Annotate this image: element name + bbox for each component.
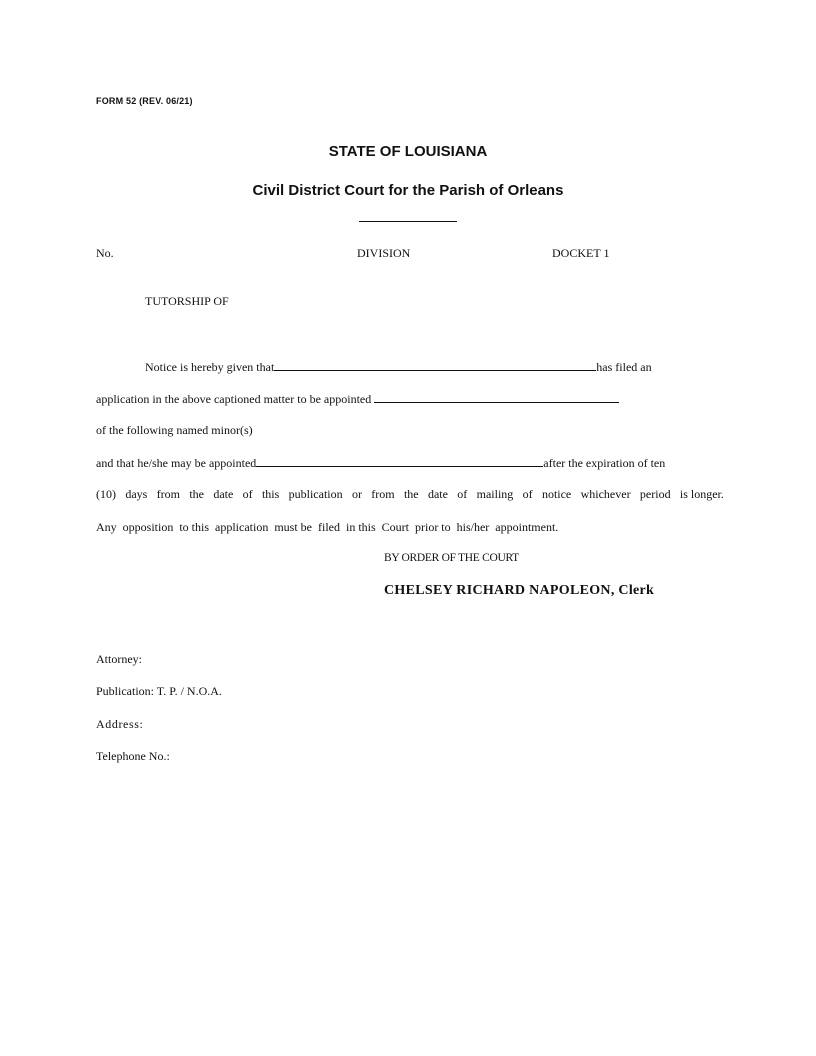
line-5-word: from bbox=[156, 487, 180, 501]
line-5-word: publication bbox=[288, 487, 343, 501]
notice-line-4-start: and that he/she may be appointed bbox=[96, 456, 257, 470]
form-code: FORM 52 (REV. 06/21) bbox=[96, 96, 193, 106]
docket-label: DOCKET 1 bbox=[552, 246, 610, 260]
court-heading: Civil District Court for the Parish of Orleans bbox=[252, 182, 564, 199]
publication-label: Publication: T. P. / N.O.A. bbox=[96, 684, 222, 698]
line-5-word: date bbox=[213, 487, 234, 501]
notice-line-3: of the following named minor(s) bbox=[96, 423, 253, 437]
line-5-word: whichever bbox=[580, 487, 631, 501]
line-5-word: mailing bbox=[476, 487, 514, 501]
notice-line-4-end: after the expiration of ten bbox=[543, 456, 666, 470]
line-5-word: of bbox=[522, 487, 533, 501]
telephone-label: Telephone No.: bbox=[96, 749, 170, 763]
appointee-blank[interactable] bbox=[256, 455, 543, 467]
line-5-word: from bbox=[371, 487, 395, 501]
notice-line-4 bbox=[96, 455, 665, 471]
state-heading: STATE OF LOUISIANA bbox=[328, 143, 488, 160]
division-label: DIVISION bbox=[357, 246, 411, 260]
line-5-word: (10) bbox=[96, 487, 116, 501]
line-5-word: notice bbox=[541, 487, 572, 501]
notice-line-2-start: application in the above captioned matter to be appointed bbox=[96, 392, 372, 406]
applicant-name-blank[interactable] bbox=[274, 359, 596, 371]
line-5-word: or bbox=[351, 487, 362, 501]
court-order-label: BY ORDER OF THE COURT bbox=[384, 552, 519, 564]
line-5-word: period bbox=[639, 487, 671, 501]
case-number-label: No. bbox=[96, 246, 114, 260]
notice-line-1-start: Notice is hereby given that bbox=[145, 360, 275, 374]
line-5-word: of bbox=[242, 487, 253, 501]
line-5-word: of bbox=[457, 487, 468, 501]
attorney-label: Attorney: bbox=[96, 652, 142, 666]
line-5-word: is longer. bbox=[679, 487, 724, 501]
heading-divider bbox=[359, 221, 457, 222]
line-5-word: this bbox=[261, 487, 280, 501]
notice-line-1-end: has filed an bbox=[596, 360, 652, 374]
line-5-word: days bbox=[125, 487, 148, 501]
address-label: Address: bbox=[96, 717, 144, 731]
line-5-word: date bbox=[427, 487, 448, 501]
notice-line-5 bbox=[96, 487, 724, 502]
notice-line-6: Any opposition to this application must be filed in this Court prior to his/her appointment. bbox=[96, 520, 559, 534]
notice-line-2 bbox=[96, 391, 619, 407]
line-5-word: the bbox=[189, 487, 204, 501]
line-5-word: the bbox=[403, 487, 419, 501]
matter-title: TUTORSHIP OF bbox=[145, 294, 229, 308]
appointment-type-blank[interactable] bbox=[374, 391, 619, 403]
notice-line-1 bbox=[145, 359, 652, 375]
clerk-name: CHELSEY RICHARD NAPOLEON, Clerk bbox=[384, 583, 655, 598]
